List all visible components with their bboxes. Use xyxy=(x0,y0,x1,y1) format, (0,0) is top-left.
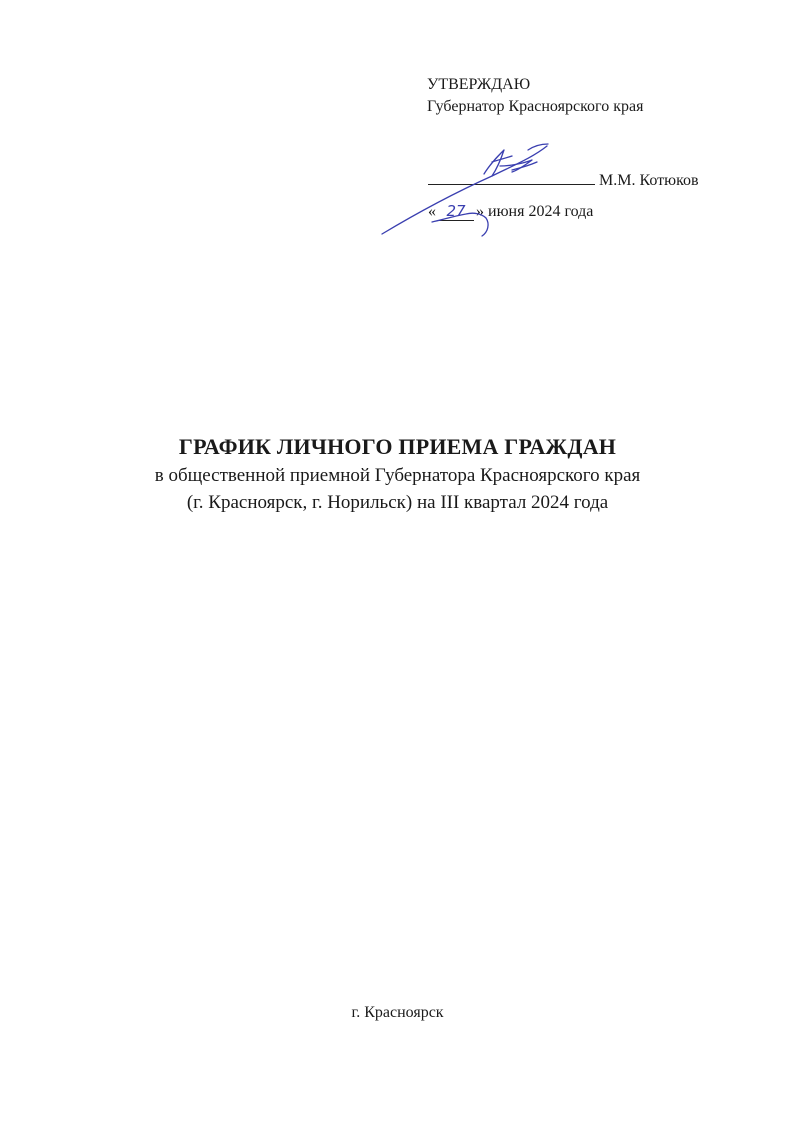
document-subtitle-line-1: в общественной приемной Губернатора Красноярского края xyxy=(154,465,641,486)
signatory-name: М.М. Котюков xyxy=(599,172,699,189)
document-title: ГРАФИК ЛИЧНОГО ПРИЕМА ГРАЖДАН xyxy=(178,434,617,459)
footer-city: г. Красноярск xyxy=(351,1004,444,1021)
approval-block xyxy=(427,74,767,118)
approver-position: Губернатор Красноярского края xyxy=(427,98,644,115)
document-title-block xyxy=(0,432,795,516)
approval-heading: УТВЕРЖДАЮ xyxy=(427,76,531,93)
date-day-handwritten: 27 xyxy=(438,202,474,221)
signature-row xyxy=(428,170,699,190)
date-open-quote: « xyxy=(428,203,436,220)
signature-line xyxy=(428,170,595,185)
document-subtitle-line-2: (г. Красноярск, г. Норильск) на III квартал 2024 года xyxy=(186,492,609,513)
approval-date xyxy=(428,202,593,221)
date-month-year: » июня 2024 года xyxy=(476,203,594,220)
